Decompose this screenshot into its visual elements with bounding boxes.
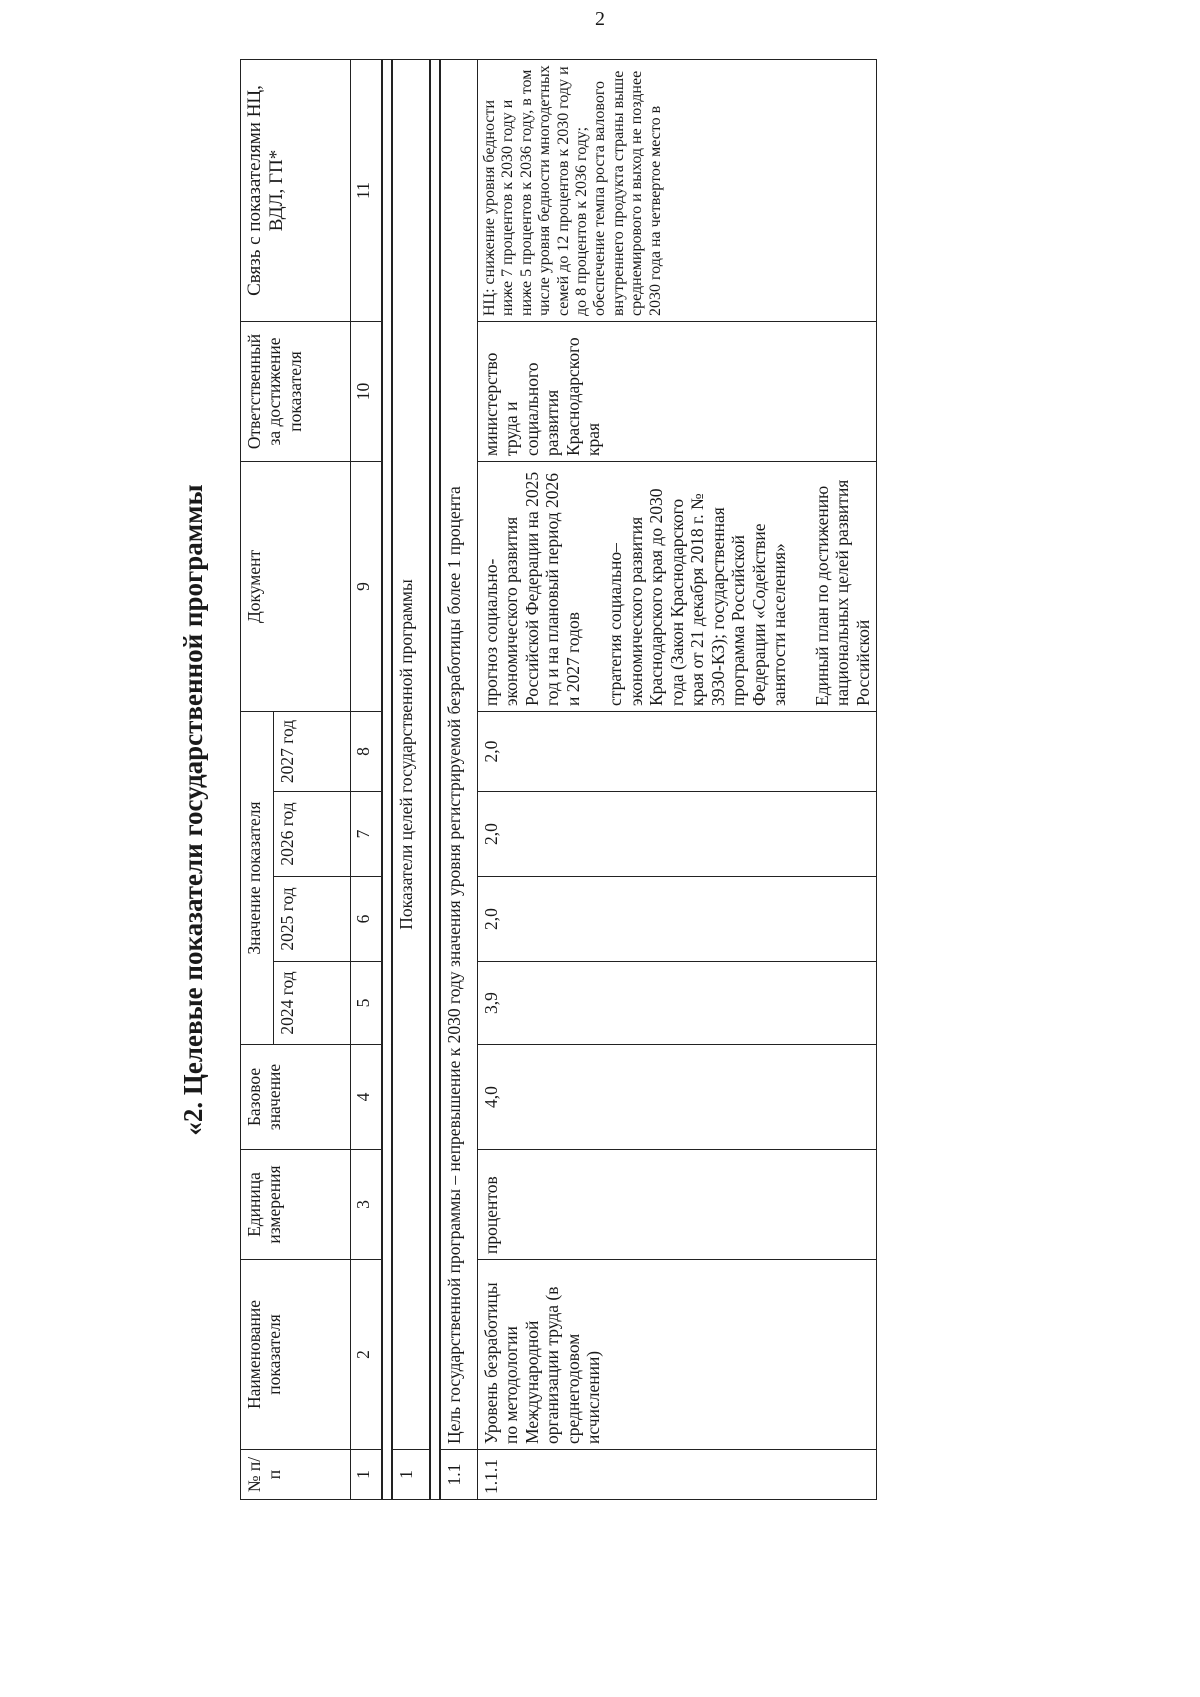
document-strategy: стратегия социально–экономического развития Краснодарского края до 2030 года (Закон Краснодарского края от 21 декабря 2018 г. № 3930-КЗ); государственная программа Российской Федерации «Содействие занятости населения» xyxy=(605,488,790,706)
row-link: НЦ: снижение уровня бедности ниже 7 процентов к 2030 году и ниже 5 процентов к 2036 году, в том числе уровня бедности многодетных семей до 12 процентов к 2030 году и до 8 процентов к 2036 году; обеспечение темпа роста валового внутреннего продукта страны выше среднемирового и выход не позднее 2030 года на четвертое место в xyxy=(478,60,877,322)
row-document xyxy=(478,462,877,712)
document-forecast: прогноз социально-экономического развития Российской Федерации на 2025 год и на плановый период 2026 и 2027 годов xyxy=(481,471,583,706)
section-row xyxy=(392,60,430,1500)
column-number-row xyxy=(351,60,383,1500)
row-unit: процентов xyxy=(478,1150,877,1260)
table-divider xyxy=(430,60,440,1500)
header-num: № п/п xyxy=(241,1450,351,1500)
header-name: Наименование показателя xyxy=(241,1260,351,1450)
goal-num: 1.1 xyxy=(440,1450,478,1500)
header-unit: Единица измерения xyxy=(241,1150,351,1260)
header-link: Связь с показателями НЦ, ВДЛ, ГП* xyxy=(241,60,351,322)
header-year-2026: 2026 год xyxy=(274,792,351,877)
column-number: 5 xyxy=(351,962,383,1045)
header-year-2025: 2025 год xyxy=(274,877,351,962)
table-divider xyxy=(382,60,392,1500)
table-header-row xyxy=(241,60,274,1500)
table-divider-row xyxy=(430,60,440,1500)
table-divider-row xyxy=(382,60,392,1500)
header-base: Базовое значение xyxy=(241,1045,351,1150)
row-num: 1.1.1 xyxy=(478,1450,877,1500)
document-unified-plan: Единый план по достижению национальных целей развития Российской xyxy=(811,479,873,706)
indicators-table xyxy=(240,59,877,1500)
row-value-2026: 2,0 xyxy=(478,792,877,877)
header-values-group: Значение показателя xyxy=(241,712,274,1045)
row-base-value: 4,0 xyxy=(478,1045,877,1150)
header-year-2024: 2024 год xyxy=(274,962,351,1045)
column-number: 6 xyxy=(351,877,383,962)
section-num: 1 xyxy=(392,1450,430,1500)
column-number: 9 xyxy=(351,462,383,712)
section-title: Показатели целей государственной программы xyxy=(392,60,430,1450)
goal-text: Цель государственной программы – непревышение к 2030 году значения уровня регистрируемой безработицы более 1 процента xyxy=(440,60,478,1450)
row-value-2024: 3,9 xyxy=(478,962,877,1045)
column-number: 4 xyxy=(351,1045,383,1150)
goal-row xyxy=(440,60,478,1500)
header-responsible: Ответственный за достижение показателя xyxy=(241,322,351,462)
row-value-2025: 2,0 xyxy=(478,877,877,962)
row-name: Уровень безработицы по методологии Международной организации труда (в среднегодовом исчислении) xyxy=(478,1260,877,1450)
column-number: 7 xyxy=(351,792,383,877)
section-heading: «2. Целевые показатели государственной программы xyxy=(178,484,208,1136)
column-number: 10 xyxy=(351,322,383,462)
row-value-2027: 2,0 xyxy=(478,712,877,792)
header-document: Документ xyxy=(241,462,351,712)
column-number: 8 xyxy=(351,712,383,792)
column-number: 3 xyxy=(351,1150,383,1260)
page-number: 2 xyxy=(595,8,605,30)
column-number: 2 xyxy=(351,1260,383,1450)
table-row xyxy=(478,60,877,1500)
column-number: 11 xyxy=(351,60,383,322)
header-year-2027: 2027 год xyxy=(274,712,351,792)
row-responsible: министерство труда и социального развития Краснодарского края xyxy=(478,322,877,462)
rotated-page-content xyxy=(0,10,1200,1610)
column-number: 1 xyxy=(351,1450,383,1500)
